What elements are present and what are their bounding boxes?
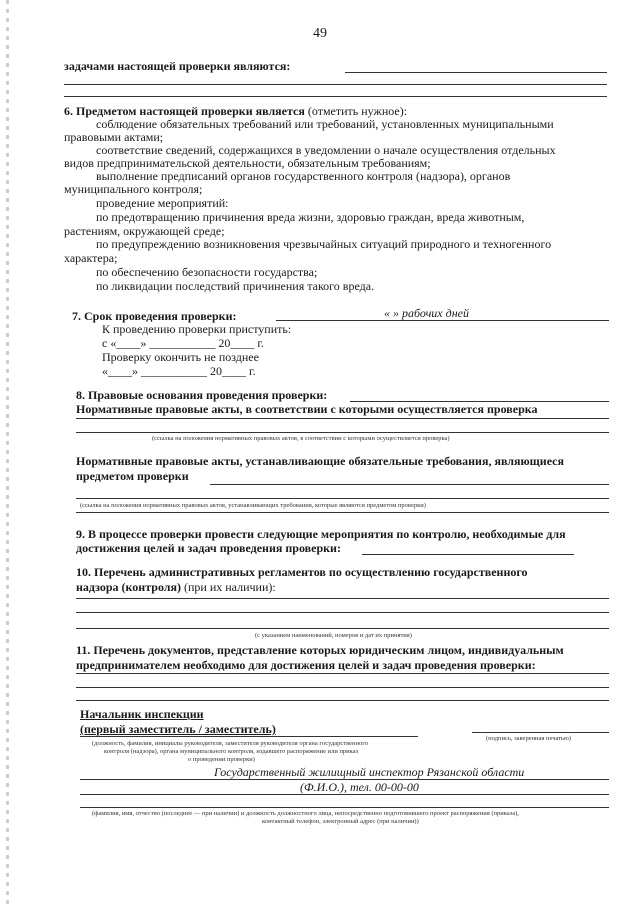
fill-line — [76, 612, 609, 613]
fill-line — [210, 484, 609, 485]
section-9-heading: 9. В процессе проверки провести следующие мероприятия по контролю, необходимые для — [76, 527, 566, 541]
fill-line — [362, 554, 574, 555]
section-10-subheading: надзора (контроля) — [76, 580, 181, 594]
end-date: «____» ___________ 20____ г. — [102, 364, 256, 378]
section-6-line: выполнение предписаний органов государственного контроля (надзора), органов — [96, 169, 511, 183]
section-6-line: по предотвращению причинения вреда жизни, здоровью граждан, вреда животным, — [96, 210, 525, 224]
section-6-line: по ликвидации последствий причинения такого вреда. — [96, 279, 375, 293]
section-6-line: по предупреждению возникновения чрезвычайных ситуаций природного и техногенного — [96, 237, 552, 251]
fill-line — [76, 598, 609, 599]
end-label: Проверку окончить не позднее — [102, 350, 259, 364]
section-10-heading: 10. Перечень административных регламентов по осуществлению государственного — [76, 565, 528, 579]
fill-line — [80, 807, 609, 808]
section-11-heading: предпринимателем необходимо для достижения целей и задач проведения проверки: — [76, 658, 536, 672]
fill-line — [276, 320, 609, 321]
section-6-line: растениям, окружающей среде; — [64, 224, 225, 238]
scan-edge-artifact — [6, 0, 9, 905]
section-10-line — [76, 581, 276, 594]
inspector-note: контактный телефон, электронный адрес (при наличии)) — [262, 818, 419, 825]
page-number: 49 — [313, 26, 327, 41]
section-10-note: (с указанием наименований, номеров и дат их принятия) — [255, 632, 412, 639]
head-subtitle: (первый заместитель / заместитель) — [80, 722, 276, 736]
acts-note: (ссылка на положения нормативных правовых актов, в соответствии с которыми осуществляется проверка) — [152, 435, 450, 442]
section-6-line: соблюдение обязательных требований или требований, установленных муниципальными — [96, 117, 554, 131]
inspector-fio: (Ф.И.О.), тел. 00-00-00 — [300, 780, 419, 794]
section-9-heading: достижения целей и задач проведения проверки: — [76, 541, 341, 555]
start-date: с «____» ___________ 20____ г. — [102, 336, 264, 350]
head-note: (должность, фамилия, инициалы руководителя, заместителя руководителя органа государственного — [92, 740, 368, 747]
head-note: о проведении проверки) — [188, 756, 255, 763]
section-6-note: (отметить нужное): — [304, 104, 408, 118]
fill-line — [76, 700, 609, 701]
section-7-term: « » рабочих дней — [384, 306, 469, 320]
start-label: К проведению проверки приступить: — [102, 322, 292, 336]
section-6-line: характера; — [64, 251, 118, 265]
fill-line — [76, 512, 609, 513]
fill-line — [76, 418, 609, 419]
fill-line — [76, 673, 609, 674]
fill-line — [76, 628, 609, 629]
section-11-heading: 11. Перечень документов, представление которых юридическим лицом, индивидуальным — [76, 643, 564, 657]
signature-note: (подпись, заверенная печатью) — [486, 735, 572, 742]
fill-line — [76, 498, 609, 499]
inspector-title: Государственный жилищный инспектор Рязанской области — [214, 765, 525, 779]
fill-line — [76, 432, 609, 433]
fill-line — [64, 96, 607, 97]
section-7-heading: 7. Срок проведения проверки: — [72, 309, 237, 323]
fill-line — [345, 72, 607, 73]
head-note: контроля (надзора), органа муниципального контроля, издавшего распоряжение или приказ — [104, 748, 359, 755]
section-6-line: муниципального контроля; — [64, 182, 203, 196]
head-title: Начальник инспекции — [80, 707, 204, 721]
section-6-line: по обеспечению безопасности государства; — [96, 265, 318, 279]
fill-line — [64, 84, 607, 85]
fill-line — [76, 687, 609, 688]
acts-heading: Нормативные правовые акты, в соответствии с которыми осуществляется проверка — [76, 402, 538, 416]
req-note: (ссылка на положения нормативных правовых актов, устанавливающих требования, которые являются предметом проверки) — [80, 502, 426, 509]
section-10-note-inline: (при их наличии): — [181, 580, 276, 594]
fill-line — [80, 794, 609, 795]
section-6-heading: 6. Предметом настоящей проверки является — [64, 104, 305, 118]
tasks-heading: задачами настоящей проверки являются: — [64, 59, 291, 73]
section-8-heading: 8. Правовые основания проведения проверки: — [76, 388, 328, 402]
inspector-note: (фамилия, имя, отчество (последнее — при наличии) и должность должностного лица, непосредственно подготовившего проект распоряжения (приказа), — [92, 810, 519, 817]
section-6-line: видов предпринимательской деятельности, обязательным требованиям; — [64, 156, 431, 170]
req-heading: предметом проверки — [76, 469, 189, 483]
section-6-line: правовыми актами; — [64, 130, 164, 144]
req-heading: Нормативные правовые акты, устанавливающие обязательные требования, являющиеся — [76, 454, 564, 468]
signature-line — [472, 732, 609, 733]
section-6-line: соответствие сведений, содержащихся в уведомлении о начале осуществления отдельных — [96, 143, 556, 157]
section-6-line: проведение мероприятий: — [96, 196, 229, 210]
fill-line — [80, 736, 418, 737]
